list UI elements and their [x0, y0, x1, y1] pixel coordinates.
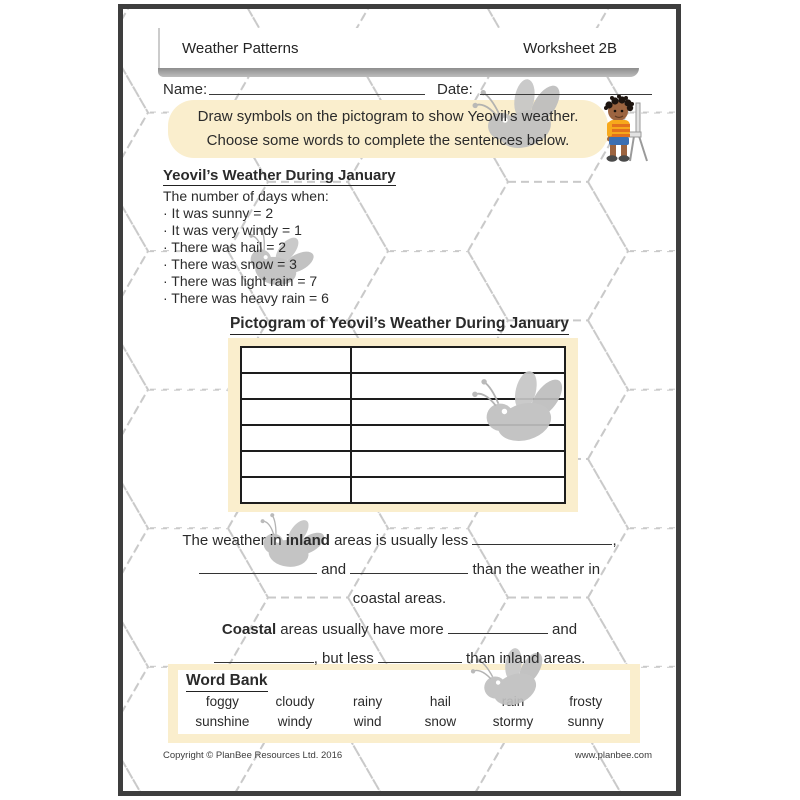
word-bank-word: frosty — [569, 694, 603, 709]
name-write-line[interactable] — [209, 94, 425, 95]
word-bank-word: sunshine — [195, 714, 250, 729]
weather-list-item: · There was snow = 3 — [163, 256, 297, 272]
website-url: www.planbee.com — [574, 750, 652, 761]
sentence-text: and — [316, 561, 351, 578]
weather-list-item: · There was hail = 2 — [163, 239, 287, 255]
pictogram-cell-symbols[interactable] — [352, 478, 564, 502]
sentence-bold-word: Coastal — [221, 621, 277, 638]
pictogram-row — [242, 452, 564, 478]
word-bank-word: snow — [424, 714, 457, 729]
cloze-sentence-coastal — [163, 615, 636, 673]
fill-in-blank[interactable] — [350, 561, 468, 574]
pictogram-cell-label[interactable] — [242, 452, 352, 476]
pictogram-row — [242, 478, 564, 502]
sentence-line — [163, 644, 636, 673]
sentence-line — [163, 615, 636, 644]
word-bank-word: windy — [277, 714, 313, 729]
sentence-text: than the weather in — [468, 561, 601, 578]
page-title: Weather Patterns — [182, 39, 299, 57]
instruction-line-1: Draw symbols on the pictogram to show Yeovil’s weather. — [197, 108, 579, 125]
weather-list-title: Yeovil’s Weather During January — [163, 167, 396, 184]
pictogram-cell-label[interactable] — [242, 400, 352, 424]
name-label: Name: — [163, 81, 208, 98]
sentence-text: areas is usually less — [329, 532, 473, 549]
fill-in-blank[interactable] — [472, 532, 612, 545]
worksheet-header — [158, 28, 639, 68]
sentence-text: areas usually have more — [276, 621, 448, 638]
boy-sitting-on-chair-illustration — [596, 95, 653, 163]
sentence-text: than inland areas. — [461, 650, 586, 667]
weather-list-item: · There was light rain = 7 — [163, 273, 318, 289]
copyright-text: Copyright © PlanBee Resources Ltd. 2016 — [163, 750, 343, 761]
weather-list-item: · It was very windy = 1 — [163, 222, 302, 238]
weather-list-item: · There was heavy rain = 6 — [163, 290, 329, 306]
sentence-text: , but less — [313, 650, 378, 667]
instruction-line-2: Choose some words to complete the sentences below. — [206, 132, 570, 149]
word-bank-word: foggy — [205, 694, 239, 709]
pictogram-cell-label[interactable] — [242, 374, 352, 398]
weather-list-intro: The number of days when: — [163, 188, 329, 204]
pictogram-title: Pictogram of Yeovil’s Weather During January — [230, 315, 569, 335]
fill-in-blank[interactable] — [448, 621, 548, 634]
pictogram-cell-label[interactable] — [242, 426, 352, 450]
sentence-text: coastal areas. — [352, 590, 447, 607]
word-bank-word: cloudy — [275, 694, 315, 709]
pictogram-cell-label[interactable] — [242, 348, 352, 372]
word-bank-title: Word Bank — [186, 672, 268, 692]
weather-data-list — [163, 167, 396, 307]
sentence-line — [163, 555, 636, 584]
word-bank-word: hail — [429, 694, 451, 709]
fill-in-blank[interactable] — [378, 650, 462, 663]
date-label: Date: — [437, 81, 473, 98]
word-bank-word: rainy — [353, 694, 383, 709]
word-bank-panel — [168, 664, 640, 743]
word-bank-inner — [178, 670, 630, 734]
weather-list-item: · It was sunny = 2 — [163, 205, 274, 221]
sentence-text: The weather in — [182, 532, 286, 549]
name-date-row — [123, 81, 676, 99]
worksheet-number: Worksheet 2B — [523, 39, 617, 57]
cloze-sentence-inland — [163, 526, 636, 613]
pictogram-cell-symbols[interactable] — [352, 452, 564, 476]
word-bank-word: sunny — [567, 714, 604, 729]
header-shadow — [158, 68, 639, 77]
sentence-text: , — [612, 532, 617, 549]
sentence-line — [163, 526, 636, 555]
sentence-line — [163, 584, 636, 613]
fill-in-blank[interactable] — [214, 650, 314, 663]
instruction-text — [168, 105, 608, 153]
word-bank-row — [186, 712, 622, 732]
word-bank-word: wind — [353, 714, 382, 729]
sentence-text: and — [547, 621, 578, 638]
worksheet-frame — [118, 4, 681, 796]
bee-illustration — [465, 363, 566, 451]
word-bank-word: stormy — [492, 714, 534, 729]
fill-in-blank[interactable] — [199, 561, 317, 574]
pictogram-cell-label[interactable] — [242, 478, 352, 502]
pictogram-title-row — [123, 315, 676, 335]
sentence-bold-word: inland — [285, 532, 330, 549]
